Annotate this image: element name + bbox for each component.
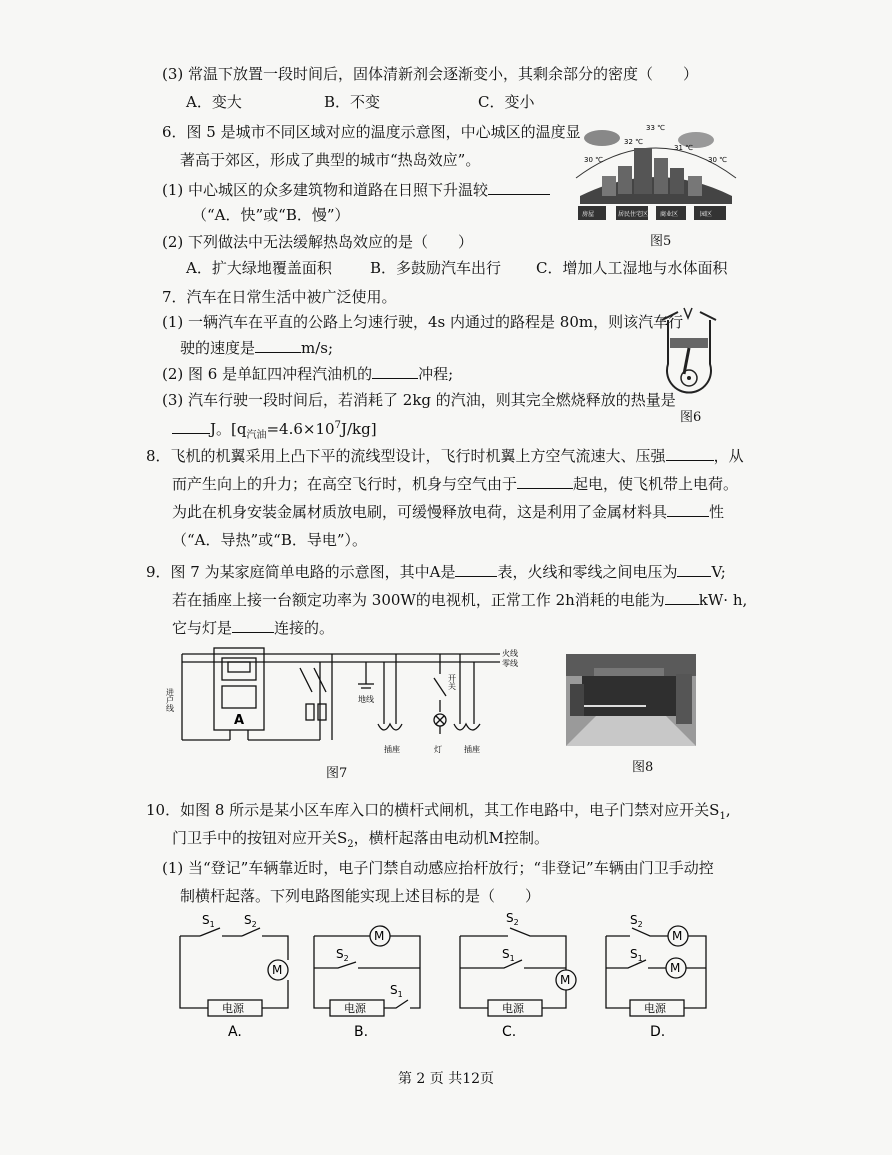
switch-s2-label: $S_2$ (336, 947, 349, 963)
q7-formula-exp: 7 (334, 420, 341, 431)
q6-option-a: A．扩大绿地覆盖面积 (186, 259, 332, 277)
figure-8-caption: 图8 (632, 760, 654, 775)
q7-part3-line2 (172, 416, 377, 446)
q8-text: 为此在机身安装金属材质放电刷，可缓慢释放电荷，这是利用了金属材料具 (172, 503, 668, 521)
motor-label: M (672, 929, 683, 943)
q9-line2 (172, 590, 747, 610)
figure-8-garage-gate-photo (566, 654, 696, 746)
answer-blank[interactable] (255, 338, 301, 353)
q10-line1 (146, 800, 731, 827)
figure-7-caption: 图7 (326, 766, 348, 781)
answer-blank[interactable] (665, 590, 699, 605)
q6-part2: (2) 下列做法中无法缓解热岛效应的是（ ） (162, 233, 474, 251)
area-sign: 房屋 (582, 211, 595, 218)
answer-blank[interactable] (666, 446, 714, 461)
q10-part1-line2: 制横杆起落。下列电路图能实现上述目标的是（ ） (180, 887, 541, 905)
temp-label: 33 ℃ (646, 124, 665, 132)
option-a-label[interactable]: A. (228, 1024, 242, 1040)
q9-text: 表，火线和零线之间电压为 (497, 563, 678, 581)
answer-blank[interactable] (667, 502, 709, 517)
q8-text: 起电，使飞机带上电荷。 (573, 475, 739, 493)
switch-label: 开关 (447, 674, 457, 690)
option-c-label[interactable]: C. (502, 1024, 517, 1040)
switch-s2-label: $S_2$ (506, 911, 519, 927)
q6-option-c: C．增加人工湿地与水体面积 (536, 259, 728, 277)
q9-line3 (172, 618, 334, 638)
answer-blank[interactable] (488, 180, 550, 195)
q7-formula-value: =4.6×10 (266, 420, 335, 438)
meter-label: A (234, 713, 245, 728)
q3-stem: (3) 常温下放置一段时间后，固体清新剂会逐渐变小，其剩余部分的密度（ ） (162, 65, 699, 83)
q7-stem: 7．汽车在日常生活中被广泛使用。 (162, 288, 397, 306)
switch-s2-label: $S_2$ (630, 913, 643, 929)
page-footer: 第 2 页 共12页 (397, 1071, 495, 1087)
q7-part2-end: 冲程; (418, 365, 454, 383)
q7-formula-sub: 汽油 (246, 430, 267, 441)
q7-formula-start: J。[q (210, 420, 247, 438)
answer-blank[interactable] (455, 562, 497, 577)
incoming-wire-label: 进户线 (165, 688, 175, 712)
temp-label: 32 ℃ (624, 138, 643, 146)
q8-line3 (172, 502, 724, 522)
q3-option-c: C．变小 (478, 93, 535, 111)
figure-5-heat-island (572, 118, 740, 230)
area-sign: 园区 (700, 211, 713, 218)
temp-label: 31 ℃ (674, 144, 693, 152)
q8-text: ，从 (713, 447, 744, 465)
motor-label: M (670, 961, 681, 975)
q8-line1 (146, 446, 744, 466)
q7-unit: m/s; (301, 339, 334, 357)
q10-circuit-options (170, 912, 730, 1042)
switch-s1-label: $S_1$ (502, 947, 515, 963)
figure-5-caption: 图5 (650, 234, 672, 249)
motor-label: M (272, 963, 283, 977)
area-sign: 商业区 (660, 211, 679, 218)
q6-stem-2: 著高于郊区，形成了典型的城市“热岛效应”。 (180, 151, 481, 169)
q6-option-b: B．多鼓励汽车出行 (370, 259, 502, 277)
q9-line1 (146, 562, 726, 582)
q6-part1-text: (1) 中心城区的众多建筑物和道路在日照下升温较 (162, 181, 489, 199)
q3-option-a: A．变大 (186, 93, 242, 111)
q7-part1: (1) 一辆汽车在平直的公路上匀速行驶，4s 内通过的路程是 80m，则该汽车行 (162, 313, 684, 331)
q7-part1-line2 (180, 338, 333, 358)
q9-text: kW· h, (698, 591, 748, 609)
q6-part1-choice: （“A．快”或“B．慢”） (192, 206, 350, 224)
q8-text: 8．飞机的机翼采用上凸下平的流线型设计，飞行时机翼上方空气流速大、压强 (146, 447, 666, 465)
option-b-label[interactable]: B. (354, 1024, 369, 1040)
power-source-label: 电源 (344, 1002, 366, 1015)
q9-text: 它与灯是 (172, 619, 233, 637)
switch-s1-label: $S_1$ (630, 947, 643, 963)
switch-s2-label: $S_2$ (244, 913, 257, 929)
answer-blank[interactable] (172, 419, 210, 434)
answer-blank[interactable] (517, 474, 573, 489)
q7-part2-text: (2) 图 6 是单缸四冲程汽油机的 (162, 365, 373, 383)
switch-s1-label: $S_1$ (202, 913, 215, 929)
q7-part1-text: 驶的速度是 (180, 339, 256, 357)
q10-text: 门卫手中的按钮对应开关S (172, 829, 348, 847)
q8-text: 而产生向上的升力；在高空飞行时，机身与空气由于 (172, 475, 518, 493)
q8-text: 性 (709, 503, 725, 521)
answer-blank[interactable] (372, 364, 418, 379)
q10-sub: 2 (347, 839, 354, 850)
power-source-label: 电源 (644, 1002, 666, 1015)
q7-formula-unit: J/kg] (340, 420, 377, 438)
socket-label: 插座 (384, 745, 400, 754)
option-d-label[interactable]: D. (650, 1024, 666, 1040)
motor-label: M (374, 929, 385, 943)
q10-text: ，横杆起落由电动机M控制。 (353, 829, 550, 847)
q7-part3: (3) 汽车行驶一段时间后，若消耗了 2kg 的汽油，则其完全燃烧释放的热量是 (162, 391, 676, 409)
answer-blank[interactable] (677, 562, 711, 577)
area-sign: 居民住宅区 (618, 211, 649, 218)
q10-text: 10．如图 8 所示是某小区车库入口的横杆式闸机，其工作电路中，电子门禁对应开关S (146, 801, 720, 819)
motor-label: M (560, 973, 571, 987)
neutral-wire-label: 零线 (502, 659, 518, 668)
figure-7-household-circuit (165, 644, 520, 758)
q9-text: 9．图 7 为某家庭简单电路的示意图，其中A是 (146, 563, 456, 581)
ground-wire-label: 地线 (358, 695, 374, 704)
q8-line2 (172, 474, 738, 494)
q8-line4: （“A．导热”或“B．导电”）。 (172, 531, 368, 549)
power-source-label: 电源 (502, 1002, 524, 1015)
q10-line2 (172, 828, 549, 855)
q3-option-b: B．不变 (324, 93, 381, 111)
temp-label: 30 ℃ (708, 156, 727, 164)
q10-part1: (1) 当“登记”车辆靠近时，电子门禁自动感应抬杆放行；“非登记”车辆由门卫手动控 (162, 859, 714, 877)
switch-s1-label: $S_1$ (390, 983, 403, 999)
socket-label: 插座 (464, 745, 480, 754)
q9-text: 连接的。 (274, 619, 335, 637)
q9-text: 若在插座上接一台额定功率为 300W的电视机，正常工作 2h消耗的电能为 (172, 591, 665, 609)
power-source-label: 电源 (222, 1002, 244, 1015)
figure-6-engine (654, 306, 724, 406)
answer-blank[interactable] (232, 618, 274, 633)
q6-part1 (162, 180, 550, 200)
lamp-label: 灯 (434, 745, 442, 754)
q10-text: , (725, 801, 731, 819)
temp-label: 30 ℃ (584, 156, 603, 164)
q9-text: V; (711, 563, 726, 581)
figure-6-caption: 图6 (680, 410, 702, 425)
q6-stem-1: 6．图 5 是城市不同区域对应的温度示意图，中心城区的温度显 (162, 123, 581, 141)
q10-sub: 1 (719, 811, 726, 822)
live-wire-label: 火线 (502, 649, 518, 658)
q7-part2 (162, 364, 453, 384)
